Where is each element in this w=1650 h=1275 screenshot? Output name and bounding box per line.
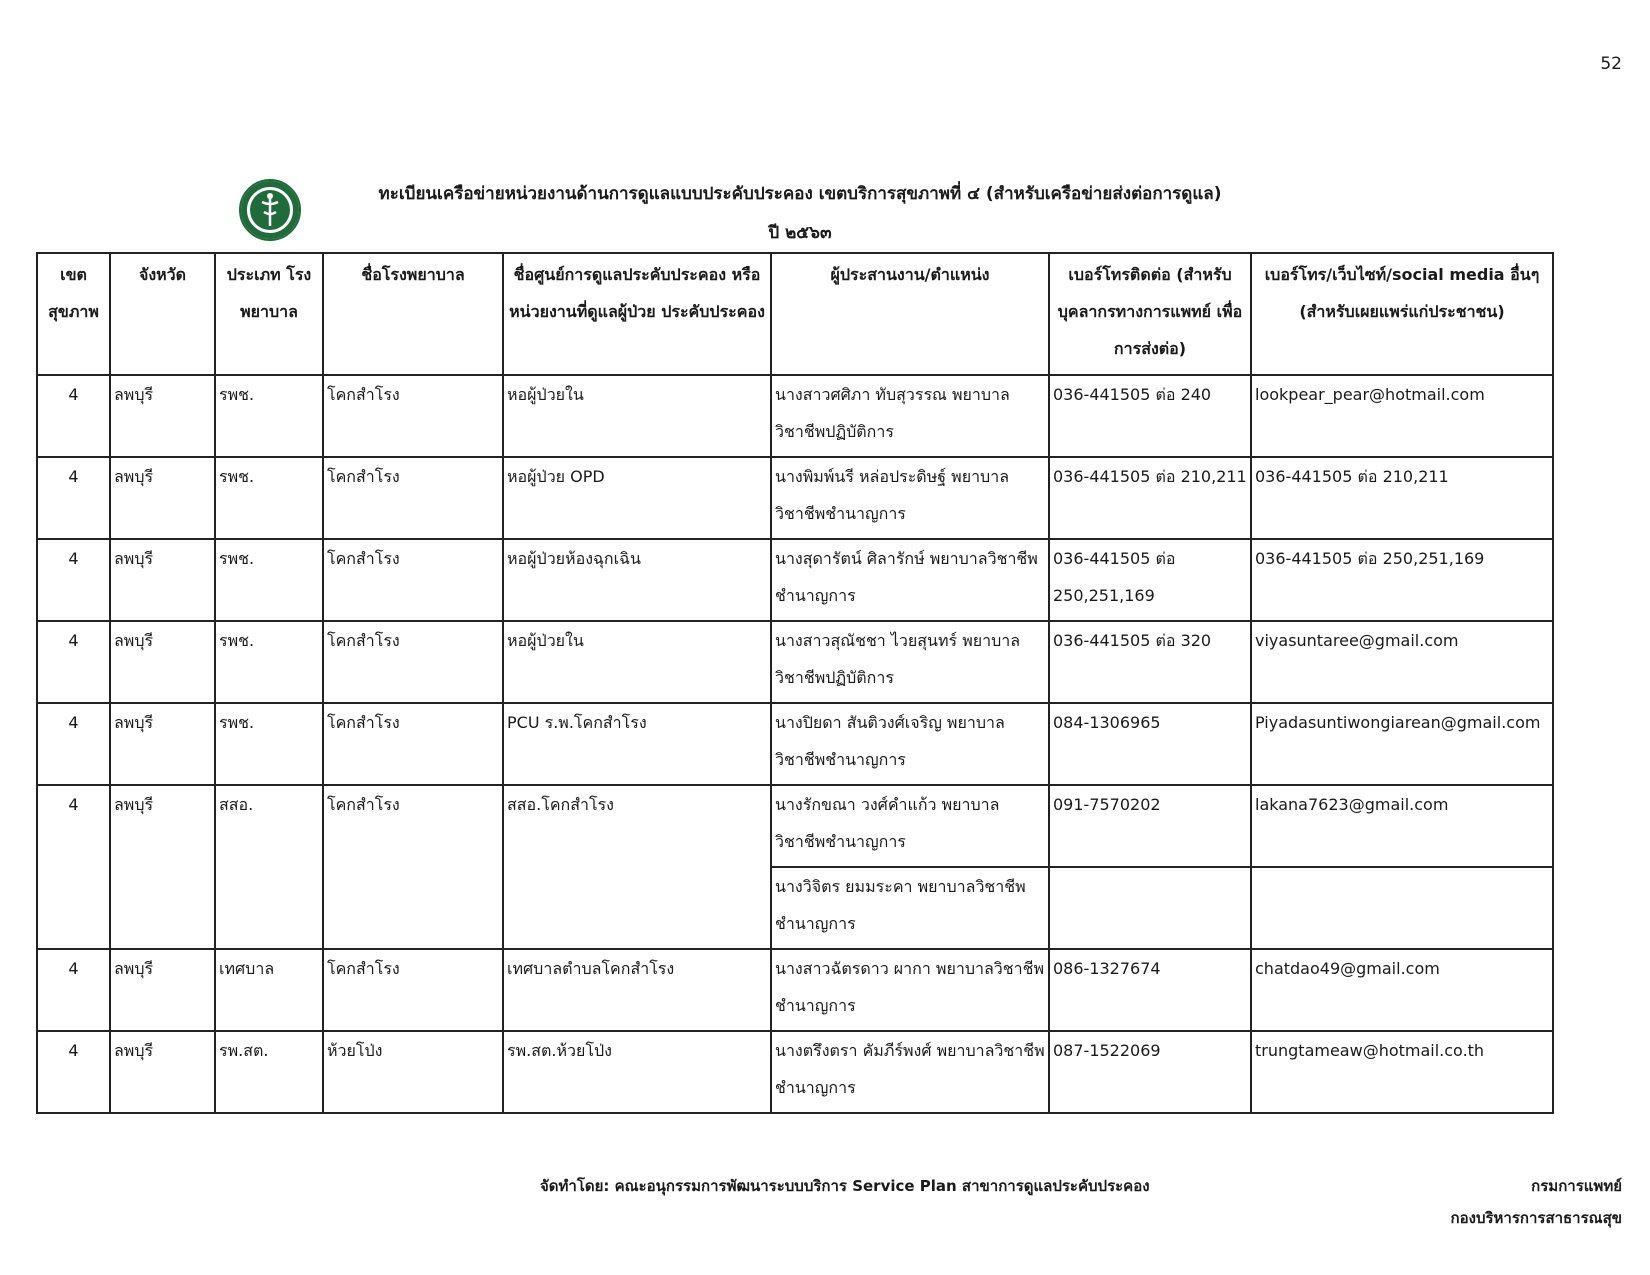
center-cell: เทศบาลตำบลโคกสำโรง	[503, 949, 771, 1031]
center-cell: สสอ.โคกสำโรง	[503, 785, 771, 949]
zone-cell: 4	[37, 375, 110, 457]
zone-cell: 4	[37, 621, 110, 703]
public-contact-cell: chatdao49@gmail.com	[1251, 949, 1553, 1031]
footer-department-1: กรมการแพทย์	[1531, 1177, 1622, 1195]
phone-cell: 036-441505 ต่อ 210,211	[1049, 457, 1251, 539]
table-row	[37, 539, 1553, 621]
phone-cell: 036-441505 ต่อ 250,251,169	[1049, 539, 1251, 621]
phone-cell: 036-441505 ต่อ 320	[1049, 621, 1251, 703]
type-cell: รพช.	[215, 621, 323, 703]
province-cell: ลพบุรี	[110, 375, 215, 457]
page-number: 52	[1600, 54, 1622, 74]
header-coordinator: ผู้ประสานงาน/ตำแหน่ง	[771, 253, 1049, 375]
public-contact-cell: Piyadasuntiwongiarean@gmail.com	[1251, 703, 1553, 785]
document-subtitle: ปี ๒๕๖๓	[768, 223, 832, 243]
coordinator-cell: นางสาวฉัตรดาว ผากา พยาบาลวิชาชีพชำนาญการ	[771, 949, 1049, 1031]
zone-cell: 4	[37, 949, 110, 1031]
header-public-contact: เบอร์โทร/เว็บไซท์/social media อื่นๆ (สำหรับเผยแพร่แก่ประชาชน)	[1251, 253, 1553, 375]
type-cell: รพช.	[215, 703, 323, 785]
province-cell: ลพบุรี	[110, 1031, 215, 1113]
zone-cell: 4	[37, 1031, 110, 1113]
table-row	[37, 703, 1553, 785]
type-cell: เทศบาล	[215, 949, 323, 1031]
center-cell: รพ.สต.ห้วยโป่ง	[503, 1031, 771, 1113]
table-row	[37, 949, 1553, 1031]
public-contact-cell: 036-441505 ต่อ 210,211	[1251, 457, 1553, 539]
header-zone: เขต สุขภาพ	[37, 253, 110, 375]
province-cell: ลพบุรี	[110, 949, 215, 1031]
hospital-cell: โคกสำโรง	[323, 375, 503, 457]
type-cell: รพ.สต.	[215, 1031, 323, 1113]
public-contact-cell: trungtameaw@hotmail.co.th	[1251, 1031, 1553, 1113]
table-row	[37, 785, 1553, 867]
coordinator-cell: นางสาวศศิภา ทับสุวรรณ พยาบาลวิชาชีพปฏิบัติการ	[771, 375, 1049, 457]
type-cell: รพช.	[215, 539, 323, 621]
phone-cell: 036-441505 ต่อ 240	[1049, 375, 1251, 457]
type-cell: สสอ.	[215, 785, 323, 949]
footer-prepared-by: จัดทำโดย: คณะอนุกรรมการพัฒนาระบบบริการ Service Plan สาขาการดูแลประคับประคอง	[540, 1177, 1150, 1195]
footer-department-2: กองบริหารการสาธารณสุข	[1450, 1209, 1622, 1227]
type-cell: รพช.	[215, 375, 323, 457]
phone-cell	[1049, 867, 1251, 949]
center-cell: PCU ร.พ.โคกสำโรง	[503, 703, 771, 785]
zone-cell: 4	[37, 539, 110, 621]
coordinator-cell: นางสุดารัตน์ ศิลารักษ์ พยาบาลวิชาชีพชำนาญการ	[771, 539, 1049, 621]
table-row	[37, 375, 1553, 457]
type-cell: รพช.	[215, 457, 323, 539]
coordinator-cell: นางรักขณา วงศ์คำแก้ว พยาบาลวิชาชีพชำนาญการ	[771, 785, 1049, 867]
public-contact-cell: lakana7623@gmail.com	[1251, 785, 1553, 867]
hospital-cell: โคกสำโรง	[323, 457, 503, 539]
province-cell: ลพบุรี	[110, 457, 215, 539]
zone-cell: 4	[37, 457, 110, 539]
center-cell: หอผู้ป่วยห้องฉุกเฉิน	[503, 539, 771, 621]
hospital-cell: โคกสำโรง	[323, 539, 503, 621]
center-cell: หอผู้ป่วย OPD	[503, 457, 771, 539]
phone-cell: 091-7570202	[1049, 785, 1251, 867]
ministry-logo	[238, 178, 302, 242]
coordinator-cell: นางพิมพ์นรี หล่อประดิษฐ์ พยาบาลวิชาชีพชำนาญการ	[771, 457, 1049, 539]
province-cell: ลพบุรี	[110, 703, 215, 785]
province-cell: ลพบุรี	[110, 785, 215, 949]
phone-cell: 087-1522069	[1049, 1031, 1251, 1113]
public-contact-cell: viyasuntaree@gmail.com	[1251, 621, 1553, 703]
zone-cell: 4	[37, 785, 110, 949]
public-contact-cell: 036-441505 ต่อ 250,251,169	[1251, 539, 1553, 621]
registry-table	[36, 252, 1554, 1114]
document-title: ทะเบียนเครือข่ายหน่วยงานด้านการดูแลแบบประคับประคอง เขตบริการสุขภาพที่ ๔ (สำหรับเครือข่ายส่งต่อการดูแล)	[378, 184, 1222, 204]
header-hospital-type: ประเภท โรงพยาบาล	[215, 253, 323, 375]
table-row	[37, 1031, 1553, 1113]
coordinator-cell: นางปิยดา สันติวงศ์เจริญ พยาบาลวิชาชีพชำนาญการ	[771, 703, 1049, 785]
header-hospital-name: ชื่อโรงพยาบาล	[323, 253, 503, 375]
phone-cell: 086-1327674	[1049, 949, 1251, 1031]
hospital-cell: โคกสำโรง	[323, 949, 503, 1031]
hospital-cell: โคกสำโรง	[323, 785, 503, 949]
province-cell: ลพบุรี	[110, 539, 215, 621]
header-center-name: ชื่อศูนย์การดูแลประคับประคอง หรือ หน่วยงานที่ดูแลผู้ป่วย ประคับประคอง	[503, 253, 771, 375]
table-row	[37, 457, 1553, 539]
coordinator-cell: นางตรึงตรา คัมภีร์พงศ์ พยาบาลวิชาชีพชำนาญการ	[771, 1031, 1049, 1113]
phone-cell: 084-1306965	[1049, 703, 1251, 785]
province-cell: ลพบุรี	[110, 621, 215, 703]
header-province: จังหวัด	[110, 253, 215, 375]
public-contact-cell	[1251, 867, 1553, 949]
hospital-cell: ห้วยโป่ง	[323, 1031, 503, 1113]
coordinator-cell: นางสาวสุณัชชา ไวยสุนทร์ พยาบาลวิชาชีพปฏิบัติการ	[771, 621, 1049, 703]
table-row	[37, 621, 1553, 703]
center-cell: หอผู้ป่วยใน	[503, 621, 771, 703]
coordinator-cell: นางวิจิตร ยมมระคา พยาบาลวิชาชีพชำนาญการ	[771, 867, 1049, 949]
hospital-cell: โคกสำโรง	[323, 621, 503, 703]
hospital-cell: โคกสำโรง	[323, 703, 503, 785]
header-phone: เบอร์โทรติดต่อ (สำหรับ บุคลากรทางการแพทย์ เพื่อการส่งต่อ)	[1049, 253, 1251, 375]
header-row	[37, 253, 1553, 375]
public-contact-cell: lookpear_pear@hotmail.com	[1251, 375, 1553, 457]
center-cell: หอผู้ป่วยใน	[503, 375, 771, 457]
zone-cell: 4	[37, 703, 110, 785]
